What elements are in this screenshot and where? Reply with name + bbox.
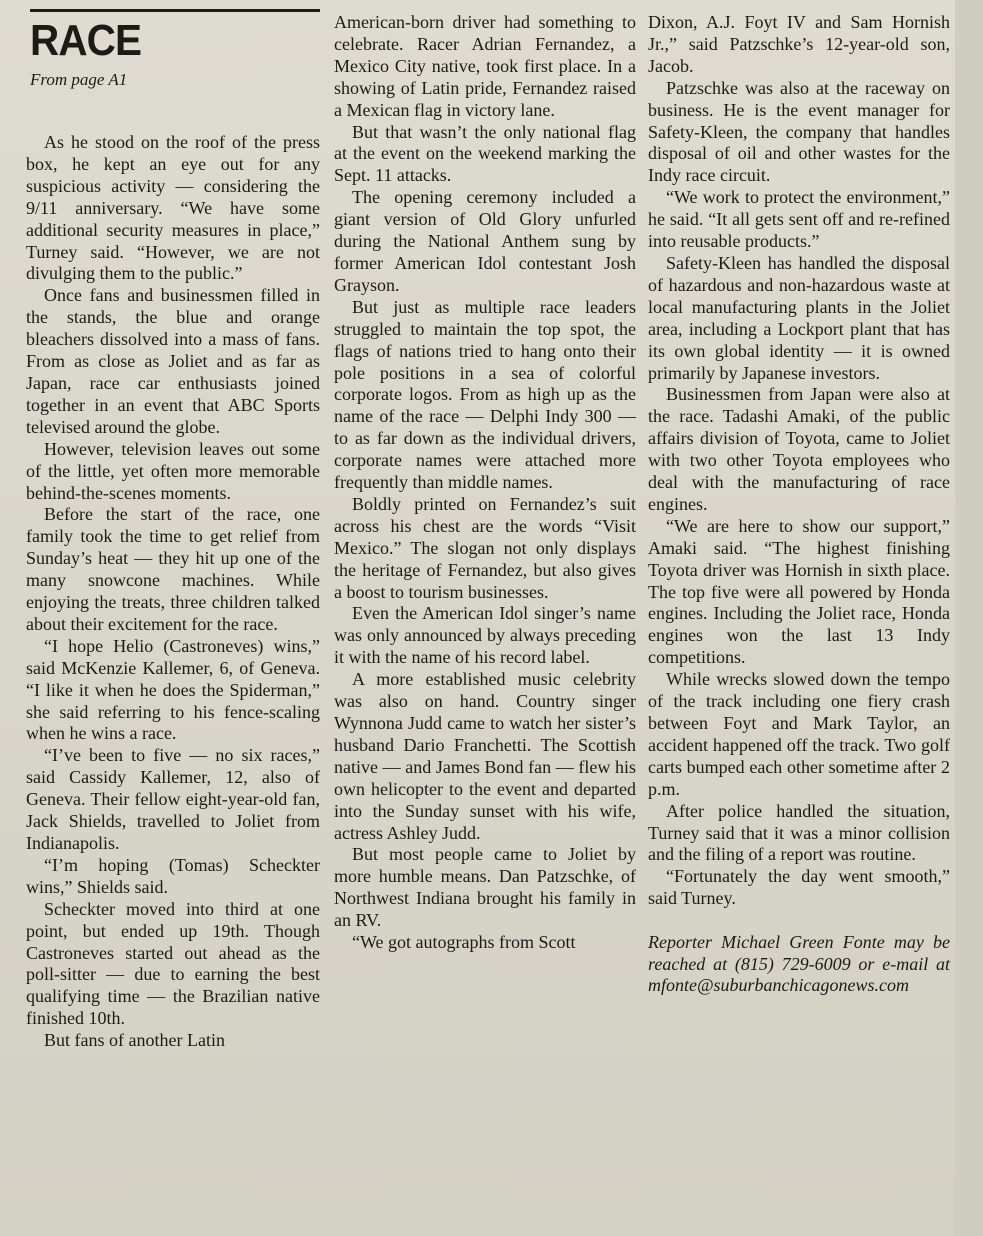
paragraph: “I’m hoping (Tomas) Scheckter wins,” Shields said. <box>26 854 320 897</box>
paragraph: But most people came to Joliet by more humble means. Dan Patzschke, of Northwest Indiana brought his family in an RV. <box>334 844 636 931</box>
reporter-contact: Reporter Michael Green Fonte may be reached at (815) 729-6009 or e-mail at mfonte@suburbanchicagonews.com <box>648 932 950 996</box>
paragraph: Businessmen from Japan were also at the race. Tadashi Amaki, of the public affairs division of Toyota, came to Joliet with two other Toyota employees who deal with the manufacturing of race engines. <box>648 384 950 514</box>
paragraph: While wrecks slowed down the tempo of the track including one fiery crash between Foyt and Mark Taylor, an accident happened off the track. Two golf carts bumped each other sometime after 2 p.m. <box>648 669 950 799</box>
paragraph: Once fans and businessmen filled in the stands, the blue and orange bleachers dissolved into a mass of fans. From as close as Joliet and as far as Japan, race car enthusiasts joined together in an event that ABC Sports televised around the globe. <box>26 285 320 437</box>
reporter-tagline <box>648 932 950 997</box>
paragraph: A more established music celebrity was also on hand. Country singer Wynnona Judd came to watch her sister’s husband Dario Franchetti. The Scottish native — and James Bond fan — flew his own helicopter to the event and departed into the Sunday sunset with his wife, actress Ashley Judd. <box>334 669 636 843</box>
headline: RACE <box>30 16 142 65</box>
column-3-body <box>648 12 950 910</box>
paragraph: Patzschke was also at the raceway on business. He is the event manager for Safety-Kleen, the company that handles disposal of oil and other wastes for the Indy race circuit. <box>648 77 950 186</box>
paragraph: Dixon, A.J. Foyt IV and Sam Hornish Jr.,” said Patzschke’s 12-year-old son, Jacob. <box>648 12 950 76</box>
paragraph: But that wasn’t the only national flag at the event on the weekend marking the Sept. 11 attacks. <box>334 121 636 186</box>
column-3 <box>648 12 950 997</box>
paragraph: After police handled the situation, Turney said that it was a minor collision and the filing of a report was routine. <box>648 800 950 865</box>
paragraph: “Fortunately the day went smooth,” said Turney. <box>648 866 950 909</box>
continued-from-label: From page A1 <box>30 70 128 89</box>
paragraph: American-born driver had something to celebrate. Racer Adrian Fernandez, a Mexico City native, took first place. In a showing of Latin pride, Fernandez raised a Mexican flag in victory lane. <box>334 12 636 120</box>
paragraph: But fans of another Latin <box>44 1030 225 1051</box>
paragraph: The opening ceremony included a giant version of Old Glory unfurled during the National Anthem sung by former American Idol contestant Josh Grayson. <box>334 187 636 295</box>
column-1 <box>26 12 320 1052</box>
column-2-body <box>334 12 636 954</box>
paragraph: “We got autographs from Scott <box>352 932 576 953</box>
paragraph: However, television leaves out some of the little, yet often more memorable behind-the-scenes moments. <box>26 438 320 503</box>
paragraph: “I hope Helio (Castroneves) wins,” said McKenzie Kallemer, 6, of Geneva. “I like it when he does the Spiderman,” she said referring to his fence-scaling when he wins a race. <box>26 635 320 744</box>
paragraph: But just as multiple race leaders struggled to maintain the top spot, the flags of nations tried to hang onto their pole positions in a sea of colorful corporate logos. From as high up as the name of the race — Delphi Indy 300 — to as far down as the individual drivers, corporate names were attached more frequently than middle names. <box>334 296 636 493</box>
paragraph: Before the start of the race, one family took the time to get relief from Sunday’s heat — they hit up one of the many snowcone machines. While enjoying the treats, three children talked about their excitement for the race. <box>26 504 320 634</box>
column-2 <box>334 12 636 954</box>
paragraph: Boldly printed on Fernandez’s suit across his chest are the words “Visit Mexico.” The slogan not only displays the heritage of Fernandez, but also gives a boost to tourism businesses. <box>334 493 636 602</box>
paragraph: As he stood on the roof of the press box, he kept an eye out for any suspicious activity — considering the 9/11 anniversary. “We have some additional security measures in place,” Turney said. “However, we are not divulging them to the public.” <box>26 132 320 284</box>
paragraph: Scheckter moved into third at one point, but ended up 19th. Though Castroneves started out ahead as the poll-sitter — due to earning the best qualifying time — the Brazilian native finished 10th. <box>26 898 320 1029</box>
paragraph: Safety-Kleen has handled the disposal of hazardous and non-hazardous waste at local manufacturing plants in the Joliet area, including a Lockport plant that has its own global identity — it is owned primarily by Japanese investors. <box>648 252 950 383</box>
paragraph: “We work to protect the environment,” he said. “It all gets sent off and re-refined into reusable products.” <box>648 187 950 252</box>
paragraph: “I’ve been to five — no six races,” said Cassidy Kallemer, 12, also of Geneva. Their fellow eight-year-old fan, Jack Shields, travelled to Joliet from Indianapolis. <box>26 745 320 853</box>
scan-edge <box>955 0 983 1236</box>
paragraph: Even the American Idol singer’s name was only announced by always preceding it with the name of his record label. <box>334 603 636 668</box>
column-1-body <box>26 132 320 1052</box>
paragraph: “We are here to show our support,” Amaki said. “The highest finishing Toyota driver was Hornish in sixth place. The top five were all powered by Honda engines. Including the Joliet race, Honda engines won the last 13 Indy competitions. <box>648 515 950 668</box>
